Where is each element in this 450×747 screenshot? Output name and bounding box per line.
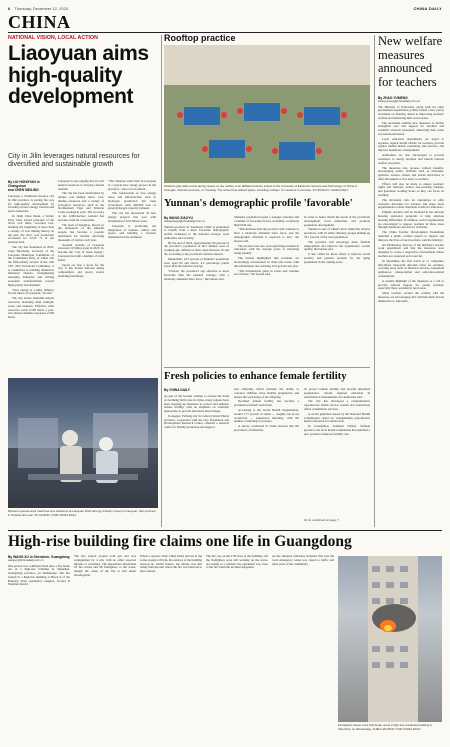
story4-col2 [234,388,299,524]
story1-photo-caption: Workers operate work machines at a workshop at Liaoyuan North Energy Industry Group in Liaoyuan, Jilin province, in October last year. XU CHANG / FOR CHINA DAILY [8,509,157,517]
story5-paragraph: The Ministry of Education, along with six other government departments, jointly issued a new policy document on Tuesday aimed at improving teachers' welfare and enhancing their social status. [378,104,444,120]
story-divider [164,367,370,368]
story1-paragraph: Liaoyuan is promoting the integration of tourism, culture and sports, and building a vacation destination in the northeast. [108,223,156,240]
story1-paragraph: The city boasts abundant natural resources, including wind, sunlight, water and biomass. Effective wind resources reach 2,500 hours a year, and annual sunshine surpasses 2,500 hours. [8,296,54,319]
story3-paragraph: "The urbanization gains in towns and counties are obvious," the bureau said. [234,268,299,277]
story3-paragraph: The province will encourage more flexible employment and improve the population's overall quality, the bureau said. [304,239,370,252]
story2-photo [164,45,370,183]
story6-col1 [8,555,70,743]
story3-col3 [304,216,370,364]
story5-body [378,96,444,527]
story3-col1 [164,216,229,364]
story2-photo-caption: Students play table tennis during recess on the rooftop of an affiliated primary school of the University of Electronic Science and Technology of China in Chengdu, Sichuan province, on Tuesday. The school has utilized space, including rooftops, for students to exercise. XU ZICHUN / CHINA DAILY [164,184,358,192]
factory-workers-image [8,378,158,508]
story1-kicker: NATIONAL VISION, LOCAL ACTION [8,35,99,41]
story4-headline: Fresh policies to enhance female fertility [164,371,347,382]
story6-paragraph: The fire was on the 27th floor of the building, and the firefighters were still working on the scene. According to a resident, the apartment was close to the fire when the incident happened. [206,555,268,570]
story1-paragraph: The construction of new energy bases and infrastructure such as hydrogen production has been accelerated, with 200,000 tons of green hydrogen capacity planned. [108,191,156,211]
page-header [8,6,442,12]
story4-byline: By CHINA DAILY [164,388,190,392]
page-number: 6 [8,6,11,11]
story4-continued[interactable]: To be continued on page 7 [304,518,339,522]
story1-paragraph: The city has introduced 33 new energy projects this year with investment of 22.6 billion yuan. [108,211,156,223]
story4-paragraph: A recent guideline issued by the National Health Commission called for strengthening reproductive health education for adolescents. [304,411,370,424]
story1-paragraph: The town of Dongliao, known as the hometown of the Manchu people, has become a popular destination for tourists, attracting thousands of visitors each year. [58,222,104,242]
story6-photo-caption: Firefighters douse a fire that broke out at a high-rise residential building in Shenzhen on Wednesday. CHEN HAONAN / FOR CHINA DAILY [338,723,433,731]
story4-paragraph: In August, Yichang city in Central China's Hubei province, cooperated with the City Population and Development Research Center, released a research center for fertility protection and support. [164,413,229,430]
story1-paragraph: "New energy is a pillar industry for the future of Liaoyuan," he said. [8,287,54,296]
column-divider [161,35,162,527]
story5-paragraph: Many teachers around the country said the measures are encouraging and will help them devote themselves to education. [378,291,444,303]
story5-byline: By ZHAO YUMENG [378,96,408,100]
story5-paragraph: A notable highlight of the measures is a call to provide tailored support for young teachers, especially those working in rural areas. [378,278,444,291]
page-date: Thursday, December 12, 2024 [14,6,69,11]
story6-headline: High-rise building fire claims one life in Guangdong [8,533,352,550]
story3-paragraph: The province has also seen rapid improvement in education, with the average years of schooling rising steadily. [234,243,299,256]
story3-col2 [234,216,299,364]
story5-paragraph: The document outlines new measures to further strengthen care and support for teachers and scientific research personnel, enhancing their sense of professional honor. [378,120,444,136]
story3-headline: Yunnan's demographic profile 'favorable' [164,198,353,209]
story6-paragraph: The fire started around 2:40 pm and was extinguished by 4 pm, with no other reported injuries or casualties. The department dispatched 18 fire trucks and 98 firefighters to the scene, though the cause of the fire is still under investigation. [74,555,136,577]
story3-paragraph: It also called for more efforts to improve social security and pension systems for the aging population in the coming years. [304,252,370,264]
story3-paragraph: "Overall, the province's age structure is more favorable than the national average, with a relatively abundant labor force," the bureau said. [164,269,229,281]
story6-byline: By WANG XU in Shenzhen, Guangdong [8,555,70,559]
story4-col1 [164,388,229,524]
story5-paragraph: The China Teacher Development Foundation launched a public welfare project to support and improve the lives of rural teachers, said the ministry. [378,230,444,242]
story6-col4 [206,555,268,743]
story5-paragraph: Local education departments are urged to organize regular health checks for teachers, provide regular mental health counseling and services, and improve healthcare arrangements. [378,136,444,153]
story1-byline2: and CHEN MEILING [8,188,39,192]
story5-paragraph: Authorities are also encouraged to provide assistance to needy teachers and launch tailored welfare programs. [378,153,444,165]
column-divider [374,35,375,527]
story5-paragraph: The document calls for enterprises to offer exclusive discounts for teachers and urges more organizations to hold charitable events for educators. [378,197,444,210]
story1-headline: Liaoyuan aims high-quality development [8,42,149,108]
story6-paragraph: When a reporter from China Daily arrived at the scene around 4:30 pm, the exterior of the building showed no visible flames, but smoke was still rising from the unit where the fire was believed to have started. [140,555,202,573]
story3-paragraph: The bureau highlighted that residents are increasingly concentrated in cities and towns, with the urbanization rate reaching 52.9 percent last year. [234,256,299,268]
story4-paragraph: To protect female fertility and prevent unwanted pregnancies, reform regional education in settlements is fundamental, the authorities said. [304,388,370,399]
story1-paragraph: Liaoyuan, a traditional resource city in Jilin province, is paving the way for high-quality development by focusing on new energy, tourism and sports industries. [8,194,54,213]
story1-paragraph: Liaoyuan is also tapping into its rich natural resources to develop cultural tourism. [58,180,104,191]
story3-paragraph: Yunnan province in Southwest China is positioned to benefit from a more favorable demographic profile compared to the national average, local authorities said recently. [164,224,229,240]
story5-paragraph: On Wednesday, director of the ministry's teacher work department said that the measures were designed to create a supportive environment where teachers are respected and cared for. [378,242,444,258]
story5-email: zhaoyumeng@chinadaily.com.cn [378,99,421,103]
masthead: CHINA DAILY [413,6,442,11]
story4-paragraph: According to the World Health Organization, around 17.5 percent of adults — roughly one in six worldwide — experience infertility, with the number continuing to increase. [234,408,299,424]
story5-paragraph: Efforts will also be made to ensure teachers' rights and interests, reduce non-teaching burdens, and guarantee working hours so they can focus on teaching. [378,181,444,197]
story3-paragraph: In order to better match the needs of the provincial development, local authorities will promote population development. [304,216,370,227]
highrise-fire-image [338,556,442,722]
story4-paragraph: As part of the broader attempt to reverse the trend of declining birth rates in China, many regions have been stepping up measures to protect and enhance female fertility, with an emphasis on scientific approaches to prevent unwanted miscarriages. [164,394,229,413]
story4-col3 [304,388,370,524]
story5-paragraph: Eligible teachers will be included in the relevant housing assistance programs to help alleviate housing difficulties. In addition, social organizations are encouraged to support teachers in these areas through donations and service activities. [378,210,444,230]
story6-paragraph: One person was confirmed dead after a fire broke out in a high-rise building in Shenzhen, Guangdong province, on Wednesday. The fire started in a high-rise building at Block 9 of the Hanlong Yuan residential complex, located in Nanshan district. [8,563,70,587]
story5-paragraph: In September, the first batch of 11 companies introduced long-term discount plans for teachers, covering areas such as financial services, household appliances, transportation and education-related consumption. [378,258,444,278]
story6-photo [338,556,442,722]
story1-col1 [8,180,54,321]
story6-col3 [140,555,202,743]
story3-paragraph: Yunnan's population boasts a younger structure and a number of favorable factors, including a relatively high birth rate. [234,216,299,227]
story1-deck: City in Jilin leverages natural resources for diversified and sustainable growth [8,153,140,169]
story3-paragraph: "This indicates that the province will continue to have a relatively abundant labor force, and the demographic dividend is expected to last," the bureau said. [234,227,299,243]
story4-paragraph: In Guangzhou, Southern China's Sichuan province, the local health commission has launched a new system to improve fertility care. [304,424,370,436]
story1-paragraph: "The Sanyuan wind farm in Liaoyuan is a typical new energy project in the province," said a local official. [108,180,156,191]
story3-email: wangxiaoyu@chinadaily.com.cn [164,219,205,223]
section-title: CHINA [8,12,71,32]
story3-paragraph: By the end of 2023, approximately 60 percent of the province's population of 46.7 million were of working age, defined as those aged between 16 and 59, according to the provincial statistics bureau. [164,240,229,256]
story1-byline1: By LIU HONGYAN in Changchun [8,180,40,188]
story1-paragraph: In 1949, Chen Jinrui, a former Party State school principal of the Xi'an coal mine, recorded coal, marking the beginning of more than a century of coal mining history. In the past, the city's coal production accounted for 22.05 % of the national total. [8,213,54,245]
story4-paragraph: fear offspring, which includes the ability to conceive children, have healthy pregnancies and ensure the well-being of the offspring. [234,388,299,399]
story1-paragraph: The city has flourished in 2023, Chen Baoshang, secretary of the Liaoyuan Municipal Committee of the Communist Party of China and the fifth-plenary session of the 12th CPC Jilin Provincial Committee, it is committed to building distinctive industrial clusters, strengthening emerging industries and driving economic transformation toward high-quality development. [8,245,54,287]
story6-col5 [272,555,334,743]
story3-paragraph: Meanwhile, 16.5 percent of Yunnan's population were aged 60 and above, 4.2 percentage points lower than the national average. [164,256,229,269]
story1-col2 [58,180,104,373]
story4-paragraph: A survey conducted in China showed that the prevalence of infertility. [234,424,299,433]
bottom-rule [8,530,442,531]
story6-paragraph: As the situation unfolded, Kaiyuan Wai said the local emergency center was closed to traffic and other parts of the community. [272,555,334,566]
story5-paragraph: The measures also propose cultural benefits, encouraging public facilities such as museums, galleries, science centers and tourist attractions to offer discounted or free entry to teachers. [378,165,444,181]
story4-paragraph: The city has developed a comprehensive reproductive health service system and extensively offers consultation services. [304,399,370,411]
story1-paragraph: Sports are also a focus for the city. It has hosted national skiing competitions and sports events including marathons. [58,262,104,278]
story6-col2 [74,555,136,743]
story1-paragraph: Tourism revenue of Liaoyuan exceeded 10 billion yuan in 2023. To become the "city of clean energy," Liaoyuan has built a number of wind farms. [58,242,104,262]
story3-paragraph: Yunnan is one of China's most ethnically diverse provinces, with 25 ethnic minority groups making up 33.1 percent of the total population. [304,227,370,239]
story4-paragraph: Declined female fertility has become a prominent problem worldwide. [234,399,299,408]
story1-photo [8,378,158,508]
story1-paragraph: The city has been transformed by unique coal mining relics, coal-mining resources and a variety of ecological resources, such as the Northeastern Tiger and Siberian Crane ecological park. The recovery of the 2,000-hectare wetland has become a hub for ecotourism. [58,191,104,222]
story1-col3 [108,180,156,373]
story5-headline: New welfare measures announced for teachers [378,34,443,89]
story3-byline: By WANG XIAOYU [164,216,193,220]
rooftop-table-tennis-image [164,45,370,183]
story6-email: wangxu@chinadaily.com.cn [8,558,44,562]
story2-kicker: Rooftop practice [164,33,236,43]
